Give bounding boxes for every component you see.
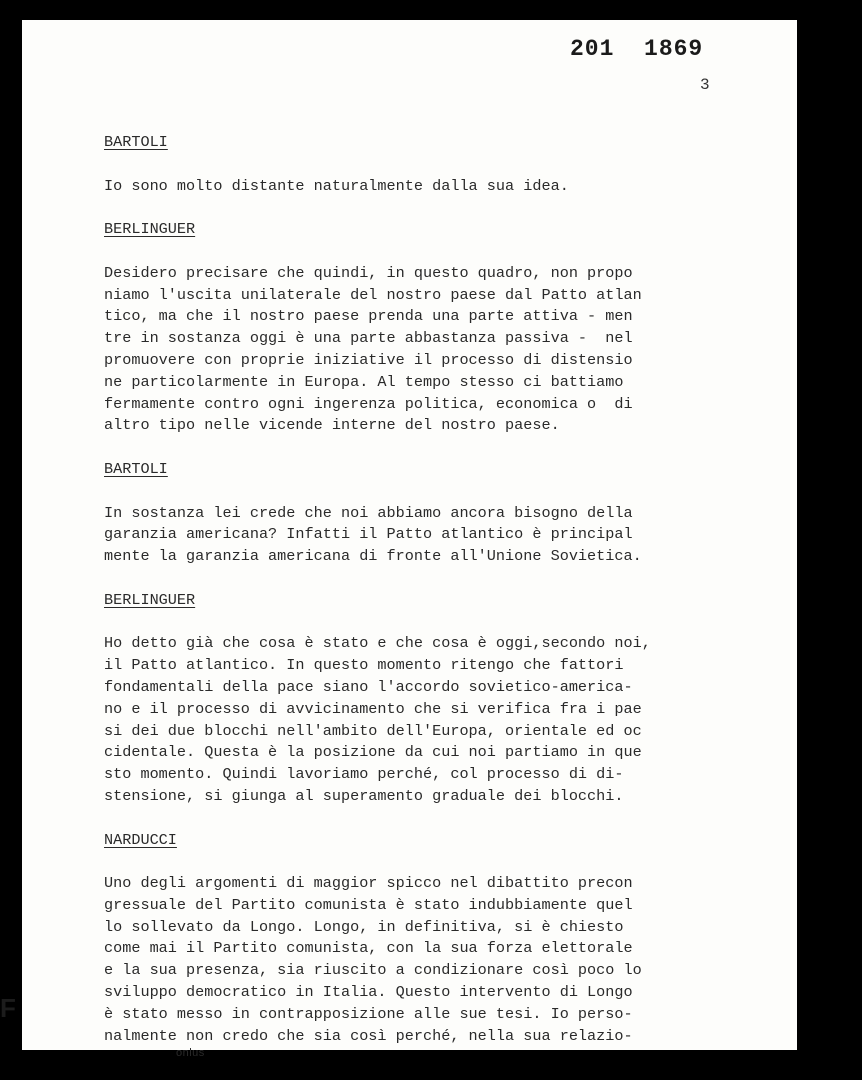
text-line: Uno degli argomenti di maggior spicco nel dibattito precon — [104, 874, 633, 893]
text-line: nalmente non credo che sia così perché, nella sua relazio- — [104, 1026, 633, 1045]
text-line: niamo l'uscita unilaterale del nostro paese dal Patto atlan — [104, 285, 642, 304]
text-line: il Patto atlantico. In questo momento ritengo che fattori — [104, 656, 624, 675]
text-line: mente la garanzia americana di fronte all'Unione Sovietica. — [104, 547, 642, 566]
text-line: Desidero precisare che quindi, in questo quadro, non propo — [104, 263, 633, 282]
transcript-body — [104, 132, 724, 1050]
text-line: fondamentali della pace siano l'accordo sovietico-america- — [104, 677, 633, 696]
page-number: 3 — [700, 76, 710, 94]
text-line: è stato messo in contrapposizione alle sue tesi. Io perso- — [104, 1004, 633, 1023]
speech-paragraph — [104, 503, 724, 568]
watermark-logo-letter: F — [0, 993, 16, 1023]
text-line: stensione, si giunga al superamento graduale dei blocchi. — [104, 786, 624, 805]
speaker-name: BARTOLI — [104, 459, 168, 478]
text-line: garanzia americana? Infatti il Patto atlantico è principal — [104, 525, 633, 544]
text-line: Io sono molto distante naturalmente dalla sua idea. — [104, 176, 569, 195]
text-line: fermamente contro ogni ingerenza politica, economica o di — [104, 394, 633, 413]
archive-watermark — [0, 985, 170, 1065]
text-line: gressuale del Partito comunista è stato indubbiamente quel — [104, 895, 633, 914]
text-line: Ho detto già che cosa è stato e che cosa è oggi,secondo noi, — [104, 634, 651, 653]
text-line: tico, ma che il nostro paese prenda una parte attiva - men — [104, 307, 633, 326]
speaker-name: BARTOLI — [104, 133, 168, 151]
document-number: 201 1869 — [570, 36, 704, 62]
speaker-name: BERLINGUER — [104, 590, 196, 609]
text-line: In sostanza lei crede che noi abbiamo ancora bisogno della — [104, 503, 633, 522]
text-line: e la sua presenza, sia riuscito a condizionare così poco lo — [104, 961, 642, 980]
text-line: ne particolarmente in Europa. Al tempo stesso ci battiamo — [104, 372, 624, 391]
text-line: promuovere con proprie iniziative il processo di distensio — [104, 350, 633, 369]
speech-paragraph — [104, 873, 724, 1050]
text-line: no e il processo di avvicinamento che si verifica fra i pae — [104, 699, 642, 718]
speech-paragraph — [104, 633, 724, 807]
text-line: tre in sostanza oggi è una parte abbastanza passiva - nel — [104, 329, 633, 348]
text-line: si dei due blocchi nell'ambito dell'Europa, orientale ed oc — [104, 721, 642, 740]
text-line: cidentale. Questa è la posizione da cui noi partiamo in que — [104, 743, 642, 762]
text-line: lo sollevato da Longo. Longo, in definitiva, si è chiesto — [104, 917, 624, 936]
speaker-name: NARDUCCI — [104, 830, 177, 849]
document-sheet — [22, 20, 797, 1050]
speech-paragraph — [104, 176, 724, 198]
watermark-text: onlus — [176, 1047, 205, 1059]
text-line: come mai il Partito comunista, con la sua forza elettorale — [104, 939, 633, 958]
text-line: sto momento. Quindi lavoriamo perché, col processo di di- — [104, 765, 624, 784]
speech-paragraph — [104, 263, 724, 437]
text-line: altro tipo nelle vicende interne del nostro paese. — [104, 416, 560, 435]
speaker-name: BERLINGUER — [104, 220, 196, 239]
text-line: sviluppo democratico in Italia. Questo intervento di Longo — [104, 983, 633, 1002]
